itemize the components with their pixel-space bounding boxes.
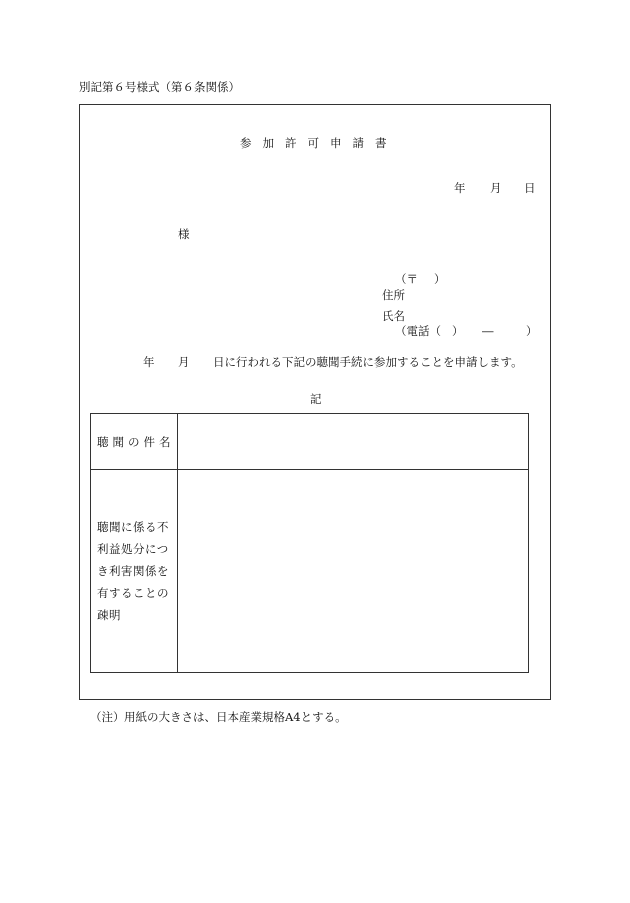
interest-explanation-label [91,470,178,673]
address-label: 住所 [382,288,405,302]
request-body: 日に行われる下記の聴聞手続に参加することを申請します。 [213,355,523,369]
phone-open: （電話（ [395,324,441,338]
date-year-label: 年 [454,181,466,195]
table-row [91,414,529,470]
interest-explanation-field[interactable] [178,470,529,673]
hearing-details-table [90,413,529,673]
date-month-label: 月 [490,181,502,195]
phone-dash: ― [482,324,494,338]
hearing-subject-label [91,414,178,470]
postal-code-close: ） [434,272,446,286]
addressee-honorific: 様 [178,227,190,241]
phone-mid: ） [452,324,464,338]
table-row [91,470,529,673]
postal-code-open: （〒 [395,272,418,286]
ki-heading: 記 [310,392,322,406]
hearing-subject-label-text: 聴聞の件名 [97,434,175,449]
hearing-subject-field[interactable] [178,414,529,470]
footnote-text: 用紙の大きさは、日本産業規格A4とする。 [124,710,347,724]
interest-explanation-label-text: 聴聞に係る不利益処分につき利害関係を有することの疎明 [97,520,169,622]
phone-close: ） [526,324,538,338]
date-day-label: 日 [524,181,536,195]
request-year-label: 年 [143,355,155,369]
form-title: 参加許可申請書 [240,136,398,150]
form-header: 別記第６号様式（第６条関係） [79,80,240,94]
footnote-mark: （注） [90,710,125,724]
name-label: 氏名 [382,309,405,323]
request-month-label: 月 [178,355,190,369]
